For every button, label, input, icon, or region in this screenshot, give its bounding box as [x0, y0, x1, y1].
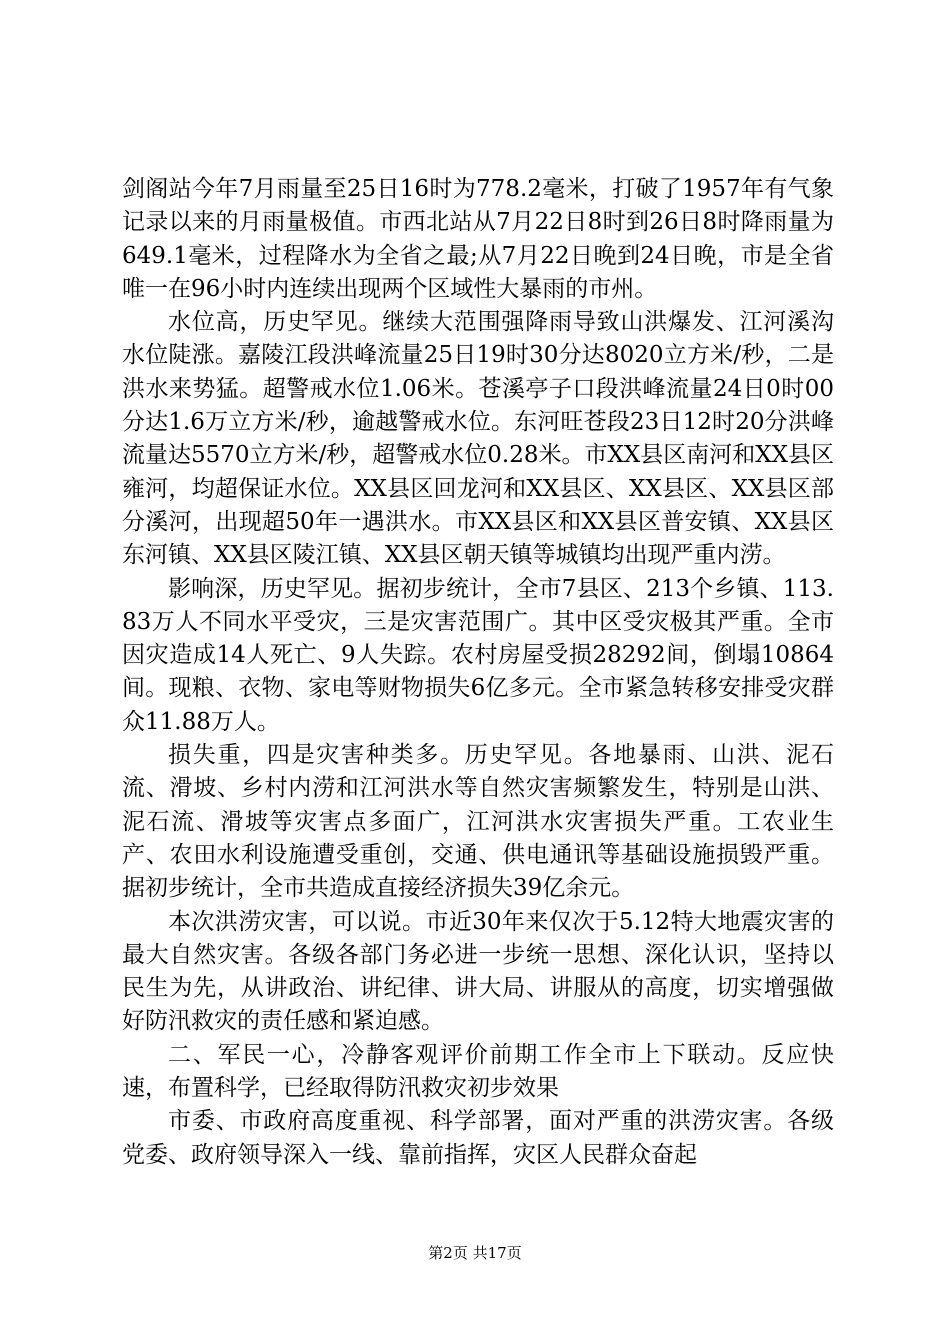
body-text [122, 173, 834, 1172]
paragraph-summary: 本次洪涝灾害，可以说。市近30年来仅次于5.12特大地震灾害的最大自然灾害。各级各部门务必进一步统一思想、深化认识，坚持以民生为先，从讲政治、讲纪律、讲大局、讲服从的高度，切实增强做好防汛救灾的责任感和紧迫感。 [122, 908, 834, 1035]
paragraph-impact: 影响深，历史罕见。据初步统计，全市7县区、213个乡镇、113.83万人不同水平受灾，三是灾害范围广。其中区受灾极其严重。全市因灾造成14人死亡、9人失踪。农村房屋受损28292间，倒塌10864间。现粮、衣物、家电等财物损失6亿多元。全市紧急转移安排受灾群众11.88万人。 [122, 575, 834, 735]
paragraph-rainfall: 剑阁站今年7月雨量至25日16时为778.2毫米，打破了1957年有气象记录以来的月雨量极值。市西北站从7月22日8时到26日8时降雨量为649.1毫米，过程降水为全省之最;从7月22日晚到24日晚，市是全省唯一在96小时内连续出现两个区域性大暴雨的市州。 [122, 176, 834, 302]
paragraph-losses: 损失重，四是灾害种类多。历史罕见。各地暴雨、山洪、泥石流、滑坡、乡村内涝和江河洪水等自然灾害频繁发生，特别是山洪、泥石流、滑坡等灾害点多面广，江河洪水灾害损失严重。工农业生产、农田水利设施遭受重创，交通、供电通讯等基础设施损毁严重。据初步统计，全市共造成直接经济损失39亿余元。 [122, 742, 834, 902]
page-number-footer: 第2页 共17页 [428, 1244, 522, 1262]
paragraph-response: 市委、市政府高度重视、科学部署，面对严重的洪涝灾害。各级党委、政府领导深入一线、靠前指挥，灾区人民群众奋起 [122, 1108, 834, 1168]
paragraph-water-level: 水位高，历史罕见。继续大范围强降雨导致山洪爆发、江河溪沟水位陡涨。嘉陵江段洪峰流量25日19时30分达8020立方米/秒，二是洪水来势猛。超警戒水位1.06米。苍溪亭子口段洪峰流量24日0时00分达1.6万立方米/秒，逾越警戒水位。东河旺苍段23日12时20分洪峰流量达5570立方米/秒，超警戒水位0.28米。市XX县区南河和XX县区雍河，均超保证水位。XX县区回龙河和XX县区、XX县区、XX县区部分溪河，出现超50年一遇洪水。市XX县区和XX县区普安镇、XX县区东河镇、XX县区陵江镇、XX县区朝天镇等城镇均出现严重内涝。 [122, 309, 834, 569]
section-heading-2: 二、军民一心，冷静客观评价前期工作全市上下联动。反应快速，布置科学，已经取得防汛救灾初步效果 [122, 1041, 834, 1102]
